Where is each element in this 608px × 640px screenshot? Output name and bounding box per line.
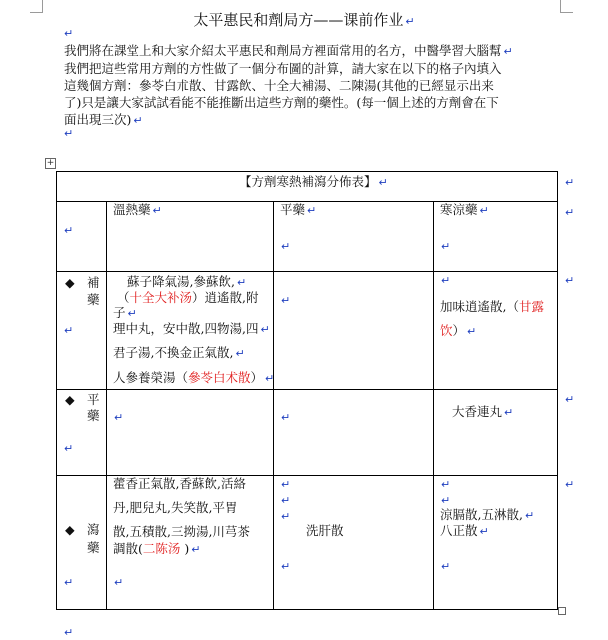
header-warm-cell[interactable] <box>107 202 274 272</box>
document-title: 太平惠民和劑局方——课前作业 ↵ <box>193 11 415 29</box>
paragraph-mark-icon: ↵ <box>503 45 513 58</box>
intro-paragraph <box>64 42 542 129</box>
paragraph-mark-icon: ↵ <box>524 509 535 522</box>
paragraph-mark-icon: ↵ <box>191 543 201 556</box>
paragraph-mark-icon: ↵ <box>479 525 489 538</box>
paragraph-mark-icon: ↵ <box>152 204 162 217</box>
paragraph-mark-icon: ↵ <box>64 224 74 237</box>
row-bullet-icon: ◆ <box>65 522 75 537</box>
purge-warm-cell[interactable]: 藿香正氣散,香蘇飲,活絡 丹,肥兒丸,失笑散,平胃 散,五積散,三拗湯,川芎茶 調散(二陈汤 ) ↵ ↵ <box>107 476 274 610</box>
paragraph-mark-icon: ↵ <box>127 307 137 320</box>
paragraph-mark-icon: ↵ <box>441 560 451 573</box>
balanced-warm-cell[interactable] <box>107 390 274 476</box>
paragraph-mark-icon: ↵ <box>281 240 291 253</box>
paragraph-mark-icon: ↵ <box>281 411 291 424</box>
purge-cold-cell[interactable]: ↵ ↵ 涼膈散,五淋散, ↵ 八正散 ↵ ↵ <box>434 476 558 610</box>
table-caption: 【方劑寒熱補瀉分佈表】 ↵ <box>239 174 388 189</box>
paragraph-mark-icon: ↵ <box>114 576 124 589</box>
intro-line: 了)只是讓大家試試看能不能推斷出這些方劑的藥性。(每一個上述的方劑會在下 <box>64 95 499 110</box>
paragraph-mark-icon: ↵ <box>260 323 270 336</box>
intro-line: 我們將在課堂上和大家介紹太平惠民和劑局方裡面常用的名方，中醫學習大腦幫 ↵ <box>64 43 513 58</box>
distribution-table <box>56 171 558 610</box>
paragraph-mark-icon: ↵ <box>235 347 245 360</box>
header-cold-cell[interactable] <box>434 202 558 272</box>
paragraph-mark-icon: ↵ <box>281 294 291 307</box>
paragraph-mark-icon: ↵ <box>504 406 514 419</box>
tonify-warm-cell[interactable]: 蘇子降氣湯,參蘇飲, ↵ （十全大补汤）逍遙散,附 子 ↵ 理中丸，安中散,四物湯,四 ↵ 君子湯,不換金正氣散, ↵ 人參養榮湯（參苓白术散） ↵ <box>107 272 274 390</box>
paragraph-mark-icon: ↵ <box>114 411 124 424</box>
header-cold: 寒涼藥 ↵ <box>440 202 489 217</box>
paragraph-mark-icon: ↵ <box>479 204 489 217</box>
paragraph-mark-icon: ↵ <box>281 560 291 573</box>
purge-neutral-cell[interactable]: ↵ ↵ ↵ 洗肝散 ↵ <box>274 476 434 610</box>
paragraph-mark-icon: ↵ <box>307 204 317 217</box>
tonify-neutral-cell[interactable] <box>274 272 434 390</box>
row-label-balanced[interactable]: ◆ 平 藥 ↵ <box>57 390 107 476</box>
paragraph-mark-icon: ↵ <box>441 478 451 491</box>
row-end-mark-icon: ↵ <box>565 478 575 491</box>
row-end-mark-icon: ↵ <box>565 393 575 406</box>
paragraph-mark-icon: ↵ <box>441 274 451 287</box>
balanced-cold-cell[interactable]: 大香連丸 ↵ <box>434 390 558 476</box>
paragraph-mark-icon: ↵ <box>265 372 275 385</box>
paragraph-mark-icon: ↵ <box>64 442 74 455</box>
balanced-neutral-cell[interactable] <box>274 390 434 476</box>
intro-line: 我們把這些常用方劑的方性做了一個分布圖的計算，請大家在以下的格子內填入 <box>64 61 502 76</box>
paragraph-mark-icon: ↵ <box>64 27 74 40</box>
paragraph-mark-icon: ↵ <box>64 626 74 639</box>
paragraph-mark-icon: ↵ <box>441 494 451 507</box>
paragraph-mark-icon: ↵ <box>405 15 415 28</box>
paragraph-mark-icon: ↵ <box>236 276 247 289</box>
paragraph-mark-icon: ↵ <box>441 240 451 253</box>
header-warm: 溫熱藥 ↵ <box>113 202 162 217</box>
row-end-mark-icon: ↵ <box>565 176 575 189</box>
header-corner-cell[interactable] <box>57 202 107 272</box>
intro-line: 這幾個方劑：參苓白朮散、甘露飲、十全大補湯、二陳湯(其他的已經显示出来 <box>64 78 494 93</box>
row-label-tonify[interactable]: ◆ 補 藥 ↵ <box>57 272 107 390</box>
table-move-handle-icon[interactable]: + <box>46 158 55 168</box>
table-resize-handle-icon[interactable] <box>558 607 566 615</box>
paragraph-mark-icon: ↵ <box>64 576 74 589</box>
paragraph-mark-icon: ↵ <box>281 510 291 523</box>
row-end-mark-icon: ↵ <box>565 206 575 219</box>
table-caption-cell[interactable] <box>57 172 558 202</box>
paragraph-mark-icon: ↵ <box>64 324 74 337</box>
row-label-purge[interactable]: ◆ 瀉 藥 ↵ <box>57 476 107 610</box>
intro-line: 面出現三次) ↵ <box>64 112 143 127</box>
paragraph-mark-icon: ↵ <box>64 127 74 140</box>
tonify-cold-cell[interactable]: ↵ 加味逍遙散,（甘露 饮） ↵ <box>434 272 558 390</box>
paragraph-mark-icon: ↵ <box>281 478 291 491</box>
row-bullet-icon: ◆ <box>65 275 75 290</box>
header-neutral-cell[interactable] <box>274 202 434 272</box>
row-end-mark-icon: ↵ <box>565 274 575 287</box>
paragraph-mark-icon: ↵ <box>281 494 291 507</box>
paragraph-mark-icon: ↵ <box>378 176 388 189</box>
paragraph-mark-icon: ↵ <box>133 114 143 127</box>
paragraph-mark-icon: ↵ <box>467 325 477 338</box>
header-neutral: 平藥 ↵ <box>280 202 317 217</box>
row-bullet-icon: ◆ <box>65 392 75 407</box>
